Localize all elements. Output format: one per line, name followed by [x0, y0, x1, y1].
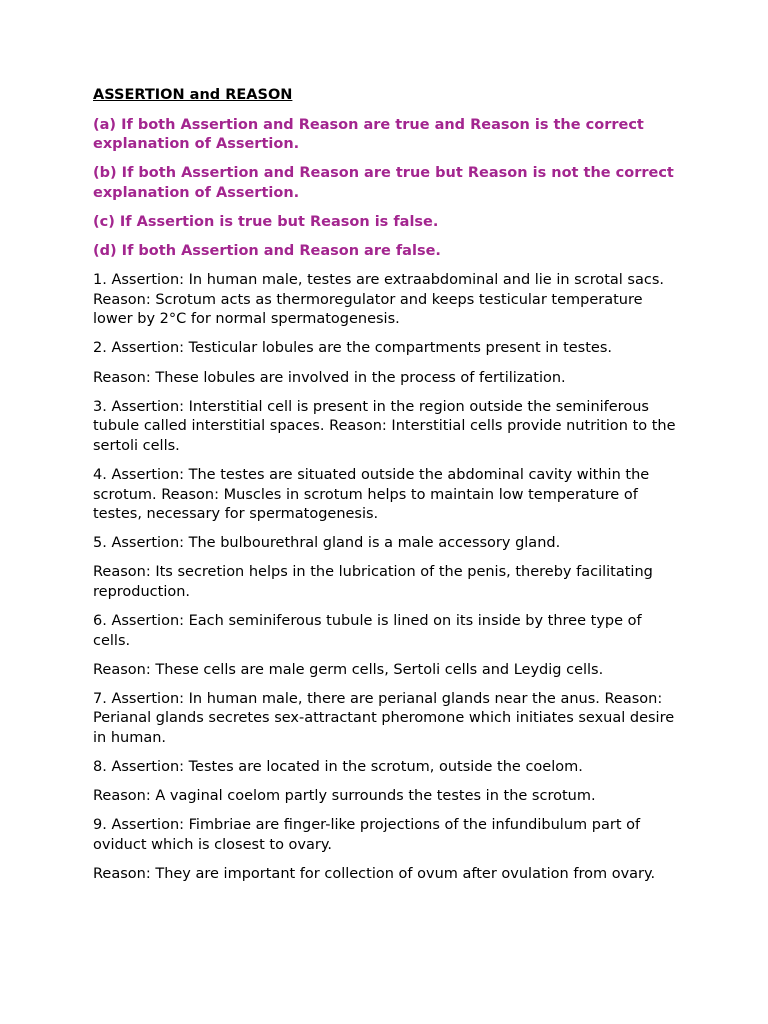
- document-heading: ASSERTION and REASON: [93, 87, 293, 103]
- question-9-reason: Reason: They are important for collection of ovum after ovulation from ovary.: [93, 865, 656, 882]
- question-5-reason: Reason: Its secretion helps in the lubrication of the penis, thereby facilitating reproduction.: [93, 564, 653, 600]
- question-6-reason: Reason: These cells are male germ cells, Sertoli cells and Leydig cells.: [93, 661, 604, 678]
- document-page: [93, 86, 683, 894]
- question-3: 3. Assertion: Interstitial cell is present in the region outside the seminiferous tubule called interstitial spaces. Reason: Interstitial cells provide nutrition to the sertoli cells.: [93, 398, 676, 454]
- question-8-assertion: 8. Assertion: Testes are located in the scrotum, outside the coelom.: [93, 759, 583, 776]
- option-d: (d) If both Assertion and Reason are false.: [93, 243, 441, 260]
- option-a: (a) If both Assertion and Reason are true and Reason is the correct explanation of Assertion.: [93, 116, 644, 153]
- question-6-assertion: 6. Assertion: Each seminiferous tubule is lined on its inside by three type of cells.: [93, 612, 642, 649]
- question-9-assertion: 9. Assertion: Fimbriae are finger-like projections of the infundibulum part of oviduct which is closest to ovary.: [93, 817, 641, 853]
- option-c: (c) If Assertion is true but Reason is false.: [93, 213, 439, 230]
- question-5-assertion: 5. Assertion: The bulbourethral gland is a male accessory gland.: [93, 535, 561, 552]
- option-b: (b) If both Assertion and Reason are true but Reason is not the correct explanation of Assertion.: [93, 165, 674, 201]
- question-1: 1. Assertion: In human male, testes are extraabdominal and lie in scrotal sacs. Reason: Scrotum acts as thermoregulator and keeps testicular temperature lower by 2°C for normal spermatogenesis.: [93, 272, 664, 328]
- question-2-reason: Reason: These lobules are involved in the process of fertilization.: [93, 369, 566, 386]
- question-2-assertion: 2. Assertion: Testicular lobules are the compartments present in testes.: [93, 340, 612, 357]
- question-4: 4. Assertion: The testes are situated outside the abdominal cavity within the scrotum. Reason: Muscles in scrotum helps to maintain low temperature of testes, necessary for spermatogenesis.: [93, 466, 650, 523]
- question-8-reason: Reason: A vaginal coelom partly surrounds the testes in the scrotum.: [93, 788, 596, 805]
- question-7: 7. Assertion: In human male, there are perianal glands near the anus. Reason: Perianal glands secretes sex-attractant pheromone which initiates sexual desire in human.: [93, 690, 675, 746]
